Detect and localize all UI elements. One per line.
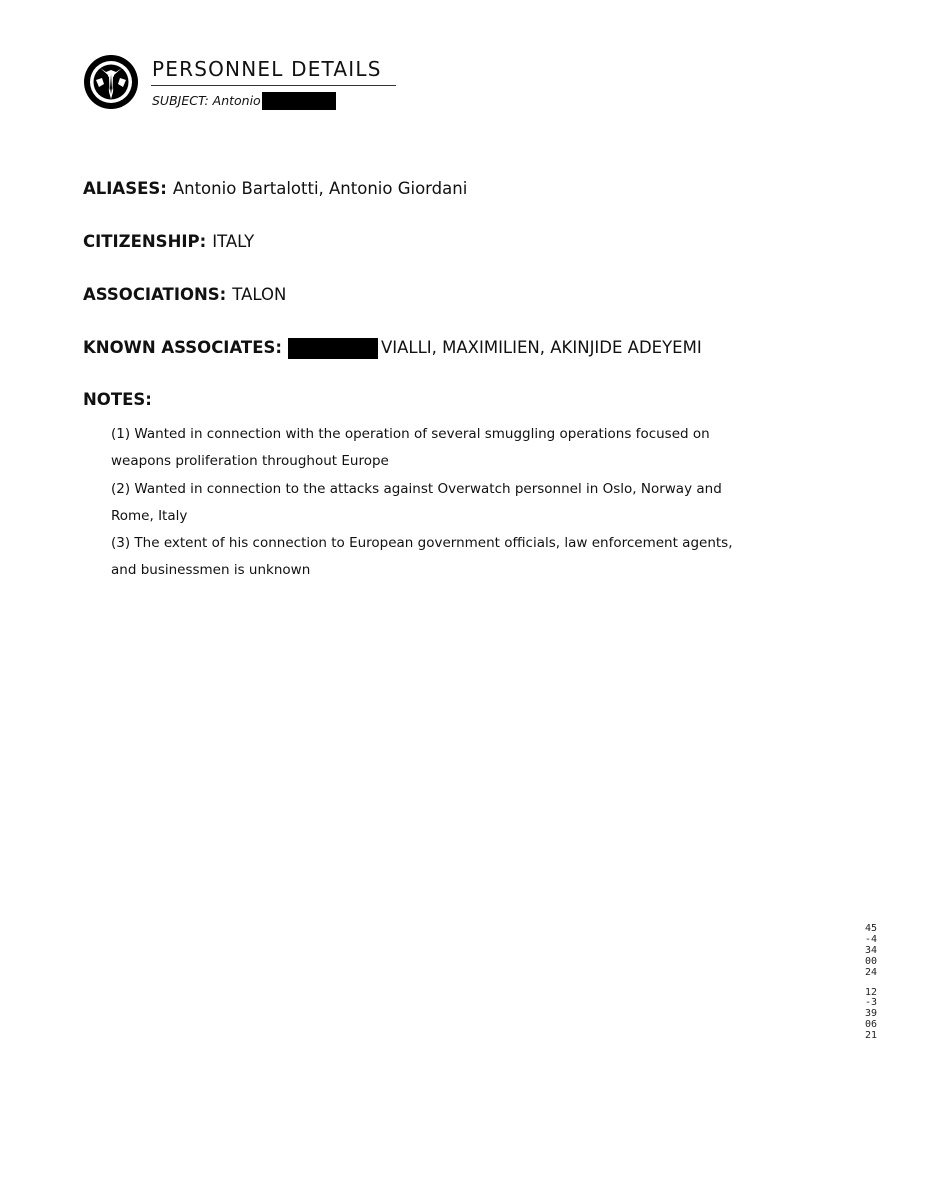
subject-label: SUBJECT: Antonio <box>152 93 261 108</box>
associations-value: TALON <box>232 285 287 304</box>
note-line: (2) Wanted in connection to the attacks against Overwatch personnel in Oslo, Norway and <box>111 480 722 497</box>
associations-label: ASSOCIATIONS: <box>83 285 227 304</box>
document-code-top: 45-4340024 <box>864 923 878 978</box>
document-code-bottom: 12-3390621 <box>864 986 878 1042</box>
document-code <box>864 924 878 1042</box>
associations-field <box>83 284 286 306</box>
note-line: Rome, Italy <box>111 507 188 524</box>
notes-label: NOTES: <box>83 390 152 409</box>
citizenship-label: CITIZENSHIP: <box>83 232 207 251</box>
known-associates-value: VIALLI, MAXIMILIEN, AKINJIDE ADEYEMI <box>380 338 702 357</box>
notes-list <box>111 421 761 585</box>
talon-emblem-icon <box>83 54 139 110</box>
aliases-label: ALIASES: <box>83 179 167 198</box>
note-line: weapons proliferation throughout Europe <box>111 453 389 470</box>
known-associates-field <box>83 337 702 359</box>
known-associates-label: KNOWN ASSOCIATES: <box>83 338 282 357</box>
note-line: (3) The extent of his connection to European government officials, law enforcement agents, <box>111 535 733 552</box>
subject-line <box>152 92 336 110</box>
citizenship-value: ITALY <box>212 232 255 251</box>
title-divider <box>151 85 396 86</box>
citizenship-field <box>83 231 254 253</box>
aliases-value: Antonio Bartalotti, Antonio Giordani <box>172 179 468 198</box>
note-line: and businessmen is unknown <box>111 562 311 579</box>
aliases-field <box>83 178 467 200</box>
redaction-bar <box>262 92 336 110</box>
page-title: PERSONNEL DETAILS <box>152 57 382 81</box>
document-header <box>83 54 403 114</box>
redaction-bar <box>288 338 378 359</box>
note-line: (1) Wanted in connection with the operation of several smuggling operations focused on <box>111 426 710 442</box>
